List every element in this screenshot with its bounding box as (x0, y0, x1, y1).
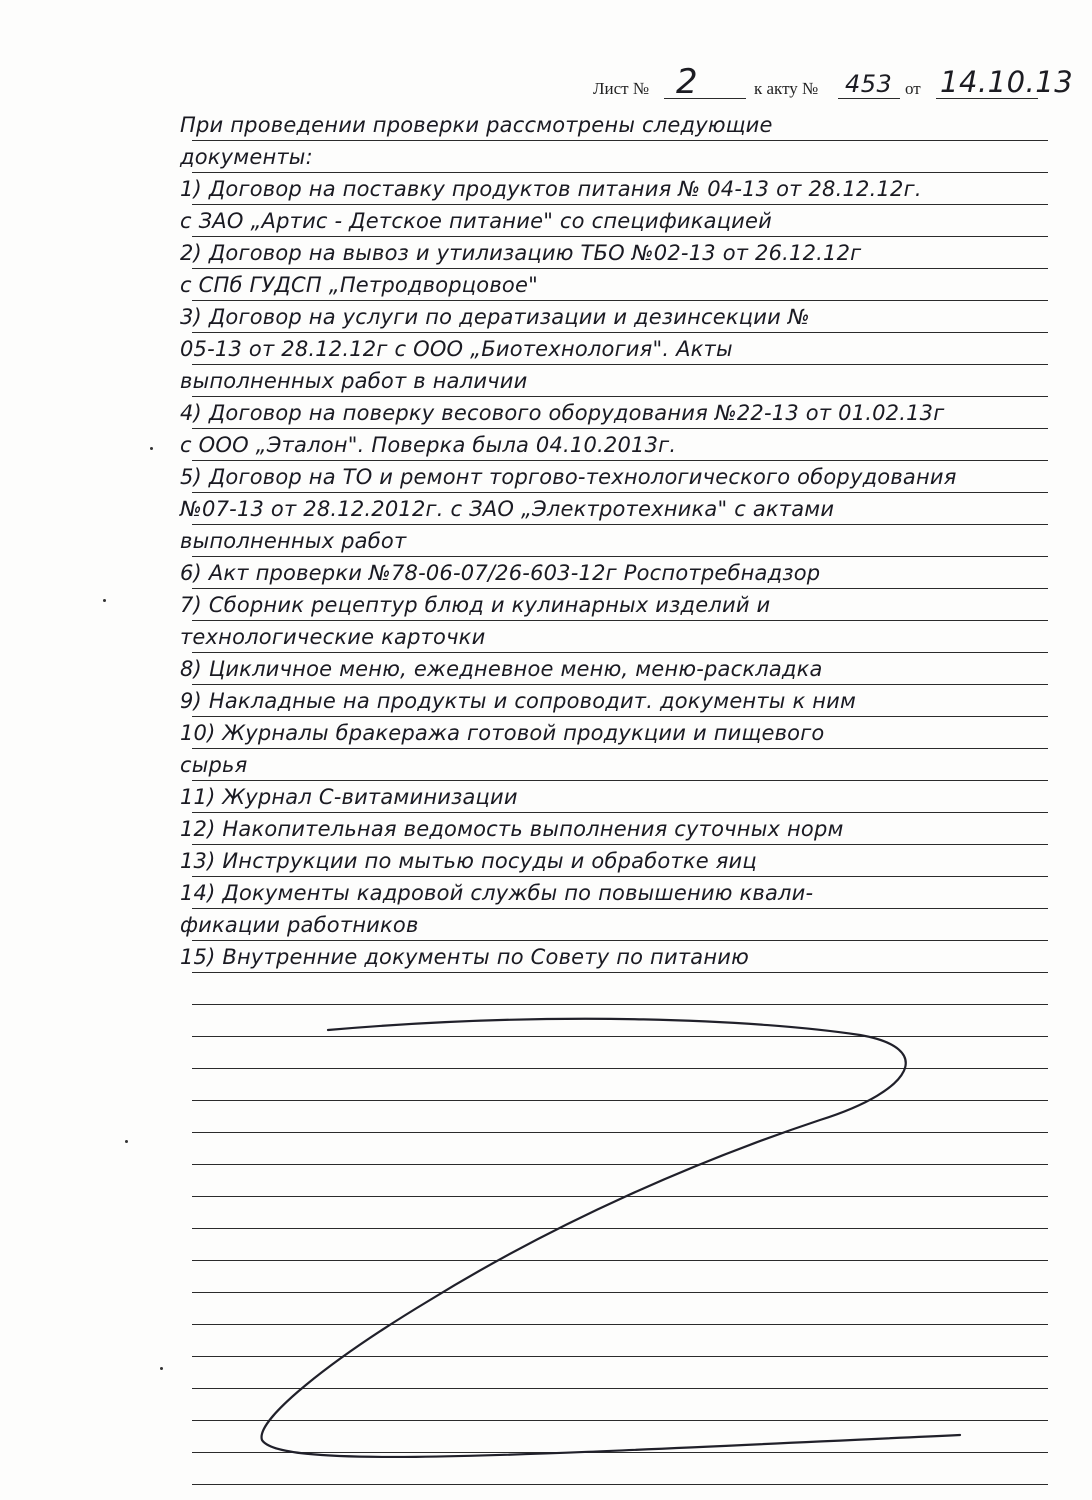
handwritten-line: с СПб ГУДСП „Петродворцовое" (180, 273, 538, 297)
handwritten-line: 1) Договор на поставку продуктов питания № 04-13 от 28.12.12г. (180, 177, 922, 201)
handwritten-line: с ЗАО „Артис - Детское питание" со спецификацией (180, 209, 773, 233)
handwritten-line: 6) Акт проверки №78-06-07/26-603-12г Роспотребнадзор (180, 561, 821, 585)
handwritten-line: №07-13 от 28.12.2012г. с ЗАО „Электротехника" с актами (180, 497, 835, 521)
scan-speck (125, 1140, 128, 1143)
handwritten-line: 15) Внутренние документы по Совету по питанию (180, 945, 749, 969)
handwritten-line: выполненных работ в наличии (180, 369, 528, 393)
scan-speck (160, 1367, 163, 1370)
act-date-value: 14.10.13 (940, 65, 1074, 99)
sheet-number-value: 2 (676, 62, 699, 102)
handwritten-line: 4) Договор на поверку весового оборудования №22-13 от 01.02.13г (180, 401, 945, 425)
handwritten-line: 7) Сборник рецептур блюд и кулинарных изделий и (180, 593, 771, 617)
handwritten-line: 2) Договор на вывоз и утилизацию ТБО №02-13 от 26.12.12г (180, 241, 862, 265)
handwritten-line: 14) Документы кадровой службы по повышению квали- (180, 881, 814, 905)
handwritten-line: 05-13 от 28.12.12г с ООО „Биотехнология". Акты (180, 337, 733, 361)
scan-speck (103, 599, 106, 602)
handwritten-line: 13) Инструкции по мытью посуды и обработке яиц (180, 849, 757, 873)
handwritten-line: 12) Накопительная ведомость выполнения суточных норм (180, 817, 844, 841)
handwritten-line: При проведении проверки рассмотрены следующие (180, 113, 773, 137)
act-number-value: 453 (845, 70, 893, 98)
handwritten-line: 11) Журнал С-витаминизации (180, 785, 518, 809)
handwritten-line: 8) Цикличное меню, ежедневное меню, меню-раскладка (180, 657, 823, 681)
handwritten-line: 10) Журналы бракеража готовой продукции и пищевого (180, 721, 825, 745)
handwritten-line: документы: (180, 145, 313, 169)
handwritten-line: фикации работников (180, 913, 419, 937)
act-date-label: от (905, 79, 921, 98)
sheet-number-label: Лист № (593, 79, 650, 98)
handwritten-line: сырья (180, 753, 248, 777)
handwritten-line: 9) Накладные на продукты и сопроводит. документы к ним (180, 689, 857, 713)
scan-speck (150, 447, 153, 450)
handwritten-line: с ООО „Эталон". Поверка была 04.10.2013г. (180, 433, 677, 457)
handwritten-line: технологические карточки (180, 625, 486, 649)
handwritten-line: 3) Договор на услуги по дератизации и дезинсекции № (180, 305, 810, 329)
handwritten-line: 5) Договор на ТО и ремонт торгово-технологического оборудования (180, 465, 957, 489)
handwritten-line: выполненных работ (180, 529, 407, 553)
act-number-label: к акту № (754, 79, 819, 98)
